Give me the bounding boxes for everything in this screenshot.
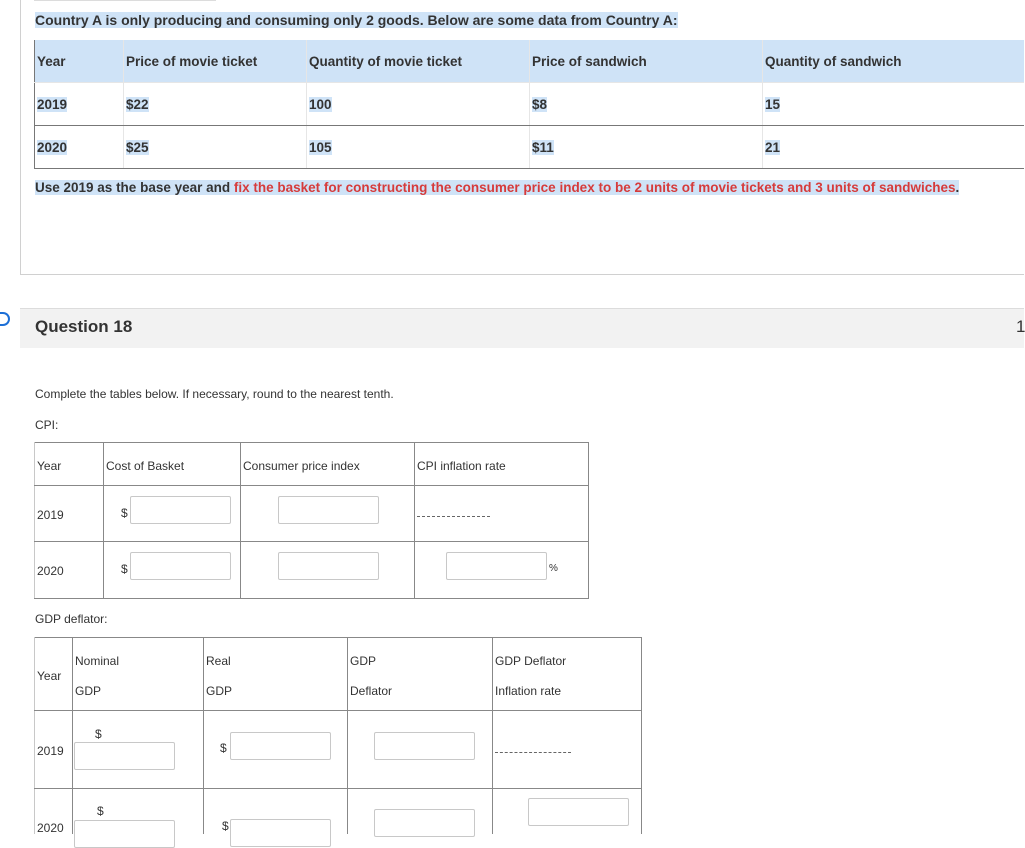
table-row [35,83,1025,126]
nominal-gdp-2019-input[interactable] [74,742,175,770]
gdp-header-nominal-2: GDP [75,684,102,698]
cpi-header-inflation: CPI inflation rate [417,459,506,473]
question-header [20,308,1024,348]
gdp-year-2020: 2020 [37,821,64,835]
gdp-deflator-inflation-2020-input[interactable] [528,798,629,826]
question-title: Question 18 [35,317,133,336]
gdp-header-real-2: GDP [206,684,233,698]
real-gdp-2019-input[interactable] [230,732,331,760]
gdp-deflator-2019-input[interactable] [374,732,475,760]
real-gdp-2020-input[interactable] [230,819,331,847]
cpi-header-index: Consumer price index [243,459,360,473]
table-row [35,126,1025,169]
gdp-deflator-2020-input[interactable] [374,809,475,837]
currency-symbol: $ [97,804,104,818]
gdp-deflator-label: GDP deflator: [35,612,108,626]
gdp-header-nominal: Nominal [75,654,120,668]
cpi-2019-input[interactable] [278,496,379,524]
flag-icon[interactable] [0,312,10,326]
cost-of-basket-2020-input[interactable] [130,552,231,580]
currency-symbol: $ [220,741,227,755]
currency-symbol: $ [222,819,229,833]
gdp-header-year: Year [37,669,62,683]
question-instruction: Complete the tables below. If necessary, round to the nearest tenth. [35,387,394,401]
cost-of-basket-2019-input[interactable] [130,496,231,524]
currency-symbol: $ [95,727,102,741]
cpi-2020-input[interactable] [278,552,379,580]
question-points: 1 [1016,317,1025,336]
cell-qty-movie: 100 [309,96,332,112]
header-qty-sandwich: Quantity of sandwich [763,40,1025,83]
nominal-gdp-2020-input[interactable] [74,820,175,848]
cell-price-sandwich: $11 [532,139,554,155]
gdp-table [34,637,642,834]
no-value-dash [417,516,490,517]
cpi-header-cost: Cost of Basket [106,459,185,473]
cell-year: 2020 [37,139,68,155]
cpi-inflation-2020-input[interactable] [446,552,547,580]
cell-qty-sandwich: 15 [765,96,781,112]
cell-year: 2019 [37,96,68,112]
header-qty-movie: Quantity of movie ticket [307,40,530,83]
no-value-dash [495,752,571,753]
currency-symbol: $ [121,562,128,576]
header-price-sandwich: Price of sandwich [530,40,763,83]
currency-symbol: $ [121,506,128,520]
gdp-header-real: Real [206,654,231,668]
cell-price-movie: $22 [126,96,149,112]
percent-sign: % [549,563,558,574]
cell-qty-sandwich: 21 [765,139,781,155]
cpi-table [34,442,589,598]
cell-price-sandwich: $8 [532,96,548,112]
data-table [34,40,1024,169]
cell-price-movie: $25 [126,139,149,155]
basket-highlight: fix the basket for constructing the consumer price index to be 2 units of movie tickets and 3 units of sandwiches [233,180,956,195]
cpi-label: CPI: [35,418,59,432]
header-year: Year [35,40,124,83]
header-price-movie: Price of movie ticket [124,40,307,83]
gdp-header-deflator: GDP [350,654,377,668]
gdp-header-inflation-2: Inflation rate [495,684,562,698]
data-table-header [35,40,1025,83]
basket-instruction: Use 2019 as the base year and fix the basket for constructing the consumer price index to be 2 units of movie tickets and 3 units of sandwiches. [35,180,960,195]
gdp-header-inflation: GDP Deflator [495,654,567,668]
cpi-year-2020: 2020 [37,564,64,578]
intro-statement: Country A is only producing and consuming only 2 goods. Below are some data from Country A: [35,12,678,28]
cpi-header-year: Year [37,459,62,473]
gdp-header-deflator-2: Deflator [350,684,393,698]
cpi-year-2019: 2019 [37,508,64,522]
gdp-year-2019: 2019 [37,744,64,758]
cell-qty-movie: 105 [309,139,332,155]
